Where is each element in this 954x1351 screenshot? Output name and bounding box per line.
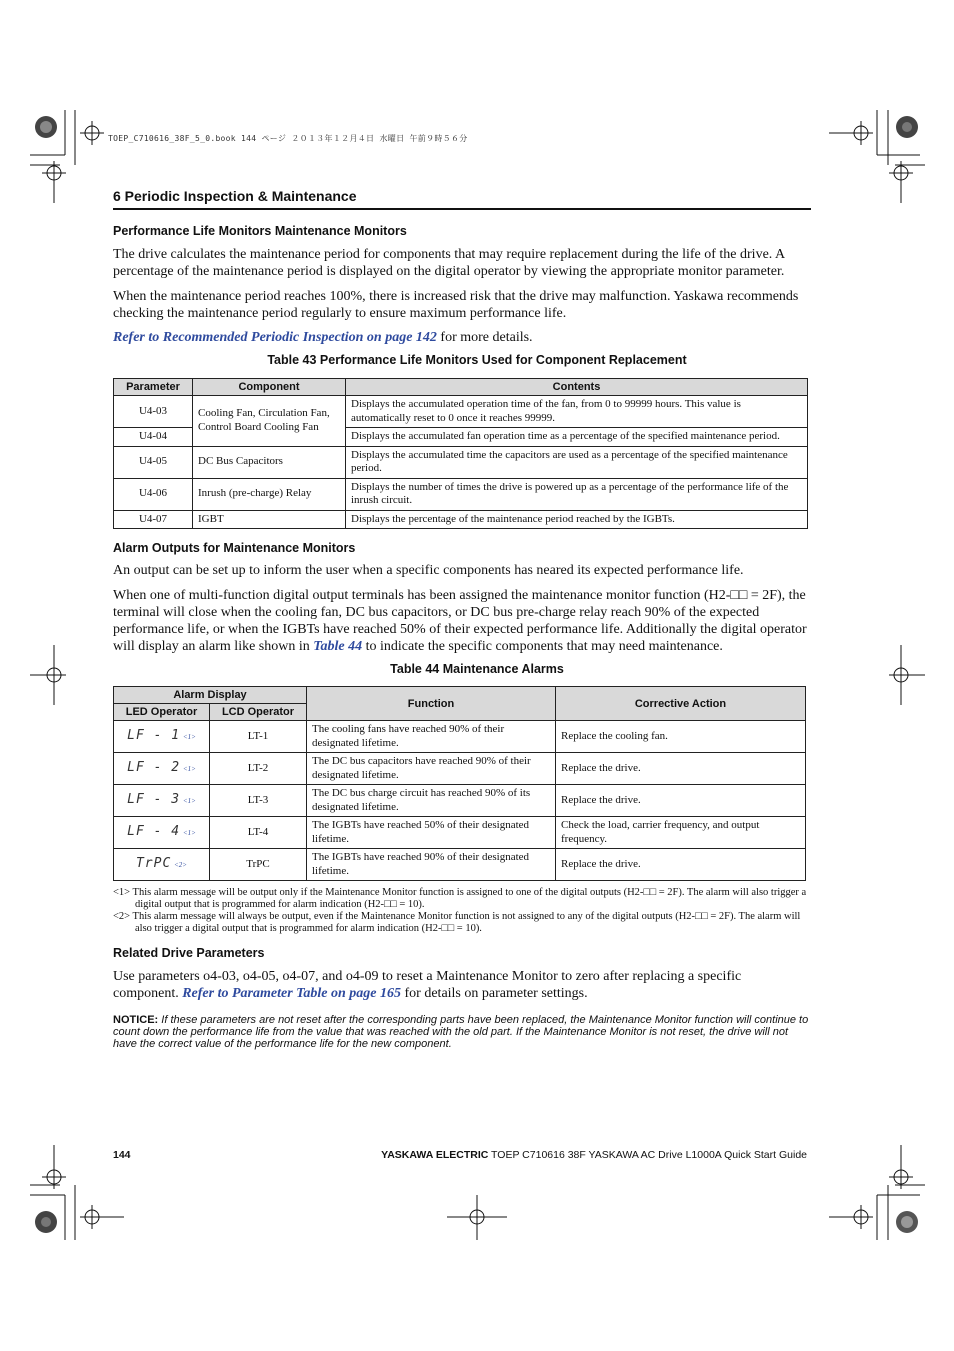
table-cell: U4-03 [114,396,193,428]
t43-header-contents: Contents [346,379,808,396]
page-number: 144 [113,1149,131,1161]
table-cell: U4-07 [114,510,193,529]
link-parameter-table[interactable]: Refer to Parameter Table on page 165 [182,986,402,1001]
table-cell: Inrush (pre-charge) Relay [193,478,346,510]
footnote-1: <1> This alarm message will be output only if the Maintenance Monitor function is assigned to one of the digital outputs (H2-□□ = 2F). The alarm will also trigger a digital output that is programmed for alarm indication (H2-□□ = 10). [113,887,807,910]
alarm-paragraph-1: An output can be set up to inform the user when a specific components has neared its expected performance life. [113,563,744,578]
alarm-heading: Alarm Outputs for Maintenance Monitors [113,541,356,555]
t44-header-led-operator: LED Operator [114,704,210,721]
notice-label: NOTICE: [113,1014,159,1026]
led-display-cell: TrPC <2> [114,849,210,881]
perf-paragraph-3: Refer to Recommended Periodic Inspection on page 142 for more details. [113,330,533,345]
table-cell: U4-06 [114,478,193,510]
footer-doc-info: YASKAWA ELECTRIC TOEP C710616 38F YASKAWA AC Drive L1000A Quick Start Guide [381,1149,807,1161]
table-cell: Replace the drive. [556,785,806,817]
link-periodic-inspection[interactable]: Refer to Recommended Periodic Inspection on page 142 [113,330,437,345]
footnote-2: <2> This alarm message will always be output, even if the Maintenance Monitor function is not assigned to any of the digital outputs (H2-□□ = 2F). The alarm will also trigger a digital output that is programmed for alarm indication (H2-□□ = 10). [113,911,801,934]
table-cell: Cooling Fan, Circulation Fan, Control Board Cooling Fan [193,396,346,447]
table43 [113,378,808,529]
footer-brand: YASKAWA ELECTRIC [381,1149,489,1161]
table-cell: Replace the drive. [556,849,806,881]
table-cell: The IGBTs have reached 90% of their designated lifetime. [307,849,556,881]
table-cell: DC Bus Capacitors [193,446,346,478]
notice: NOTICE: If these parameters are not reset after the corresponding parts have been replaced, the Maintenance Monitor function will continue to count down the performance life from the value that was reached with the old part. If the Maintenance Monitor is not reset, the drive will not have the correct value of the performance life for the new component. [113,1014,809,1050]
table-cell: Replace the cooling fan. [556,721,806,753]
t44-header-function: Function [307,687,556,721]
table-cell: Replace the drive. [556,753,806,785]
table-cell: TrPC [210,849,307,881]
table-cell: Displays the percentage of the maintenance period reached by the IGBTs. [346,510,808,529]
t44-header-alarm-display: Alarm Display [114,687,307,704]
table-cell: Displays the accumulated time the capacitors are used as a percentage of the specified maintenance period. [346,446,808,478]
table-cell: U4-05 [114,446,193,478]
link-table-44[interactable]: Table 44 [313,639,363,654]
section-title: 6 Periodic Inspection & Maintenance [113,188,357,204]
perf-heading: Performance Life Monitors Maintenance Monitors [113,224,407,238]
perf-paragraph-2: When the maintenance period reaches 100%, there is increased risk that the drive may malfunction. Yaskawa recommends checking the maintenance period regularly to ensure maximum performance life. [113,289,799,321]
table-cell: LT-1 [210,721,307,753]
footnotes [113,887,808,935]
alarm-paragraph-2: When one of multi-function digital output terminals has been assigned the maintenance monitor function (H2-□□ = 2F), the terminal will close when the cooling fan, DC bus capacitors, or DC bus pre-charge relay reach 90% of the expected performance life, or when the IGBTs have reached 50% of their expected performance life. Additionally the digital operator will display an alarm like shown in Table 44 to indicate the specific components that may need maintenance. [113,588,807,654]
table-cell: The DC bus capacitors have reached 90% of their designated lifetime. [307,753,556,785]
table43-caption: Table 43 Performance Life Monitors Used for Component Replacement [267,353,687,367]
table-cell: The IGBTs have reached 50% of their designated lifetime. [307,817,556,849]
led-display-cell: LF - 1 <1> [114,721,210,753]
table-cell: Check the load, carrier frequency, and output frequency. [556,817,806,849]
t43-header-parameter: Parameter [114,379,193,396]
table-cell: IGBT [193,510,346,529]
table-cell: Displays the accumulated fan operation time as a percentage of the specified maintenance period. [346,428,808,447]
t43-header-component: Component [193,379,346,396]
table-cell: The DC bus charge circuit has reached 90% of its designated lifetime. [307,785,556,817]
t44-header-lcd-operator: LCD Operator [210,704,307,721]
related-heading: Related Drive Parameters [113,946,265,960]
table-cell: Displays the number of times the drive is powered up as a percentage of the performance life of the inrush circuit. [346,478,808,510]
section-rule [113,208,811,210]
t44-header-corrective-action: Corrective Action [556,687,806,721]
table-cell: U4-04 [114,428,193,447]
led-display-cell: LF - 4 <1> [114,817,210,849]
table-cell: LT-3 [210,785,307,817]
table44-caption: Table 44 Maintenance Alarms [390,662,564,676]
print-info: TOEP_C710616_38F_5_0.book 144 ページ ２０１３年１２月４日 水曜日 午前９時５６分 [108,134,468,143]
table-cell: The cooling fans have reached 90% of their designated lifetime. [307,721,556,753]
related-paragraph: Use parameters o4-03, o4-05, o4-07, and o4-09 to reset a Maintenance Monitor to zero after replacing a specific component. Refer to Parameter Table on page 165 for details on parameter settings. [113,969,742,1001]
perf-paragraph-1: The drive calculates the maintenance period for components that may require replacement during the life of the drive. A percentage of the maintenance period is displayed on the digital operator by viewing the appropriate monitor parameter. [113,247,785,279]
table-cell: LT-2 [210,753,307,785]
table-cell: Displays the accumulated operation time of the fan, from 0 to 99999 hours. This value is automatically reset to 0 once it reaches 99999. [346,396,808,428]
table44 [113,686,806,881]
led-display-cell: LF - 2 <1> [114,753,210,785]
table-cell: LT-4 [210,817,307,849]
led-display-cell: LF - 3 <1> [114,785,210,817]
